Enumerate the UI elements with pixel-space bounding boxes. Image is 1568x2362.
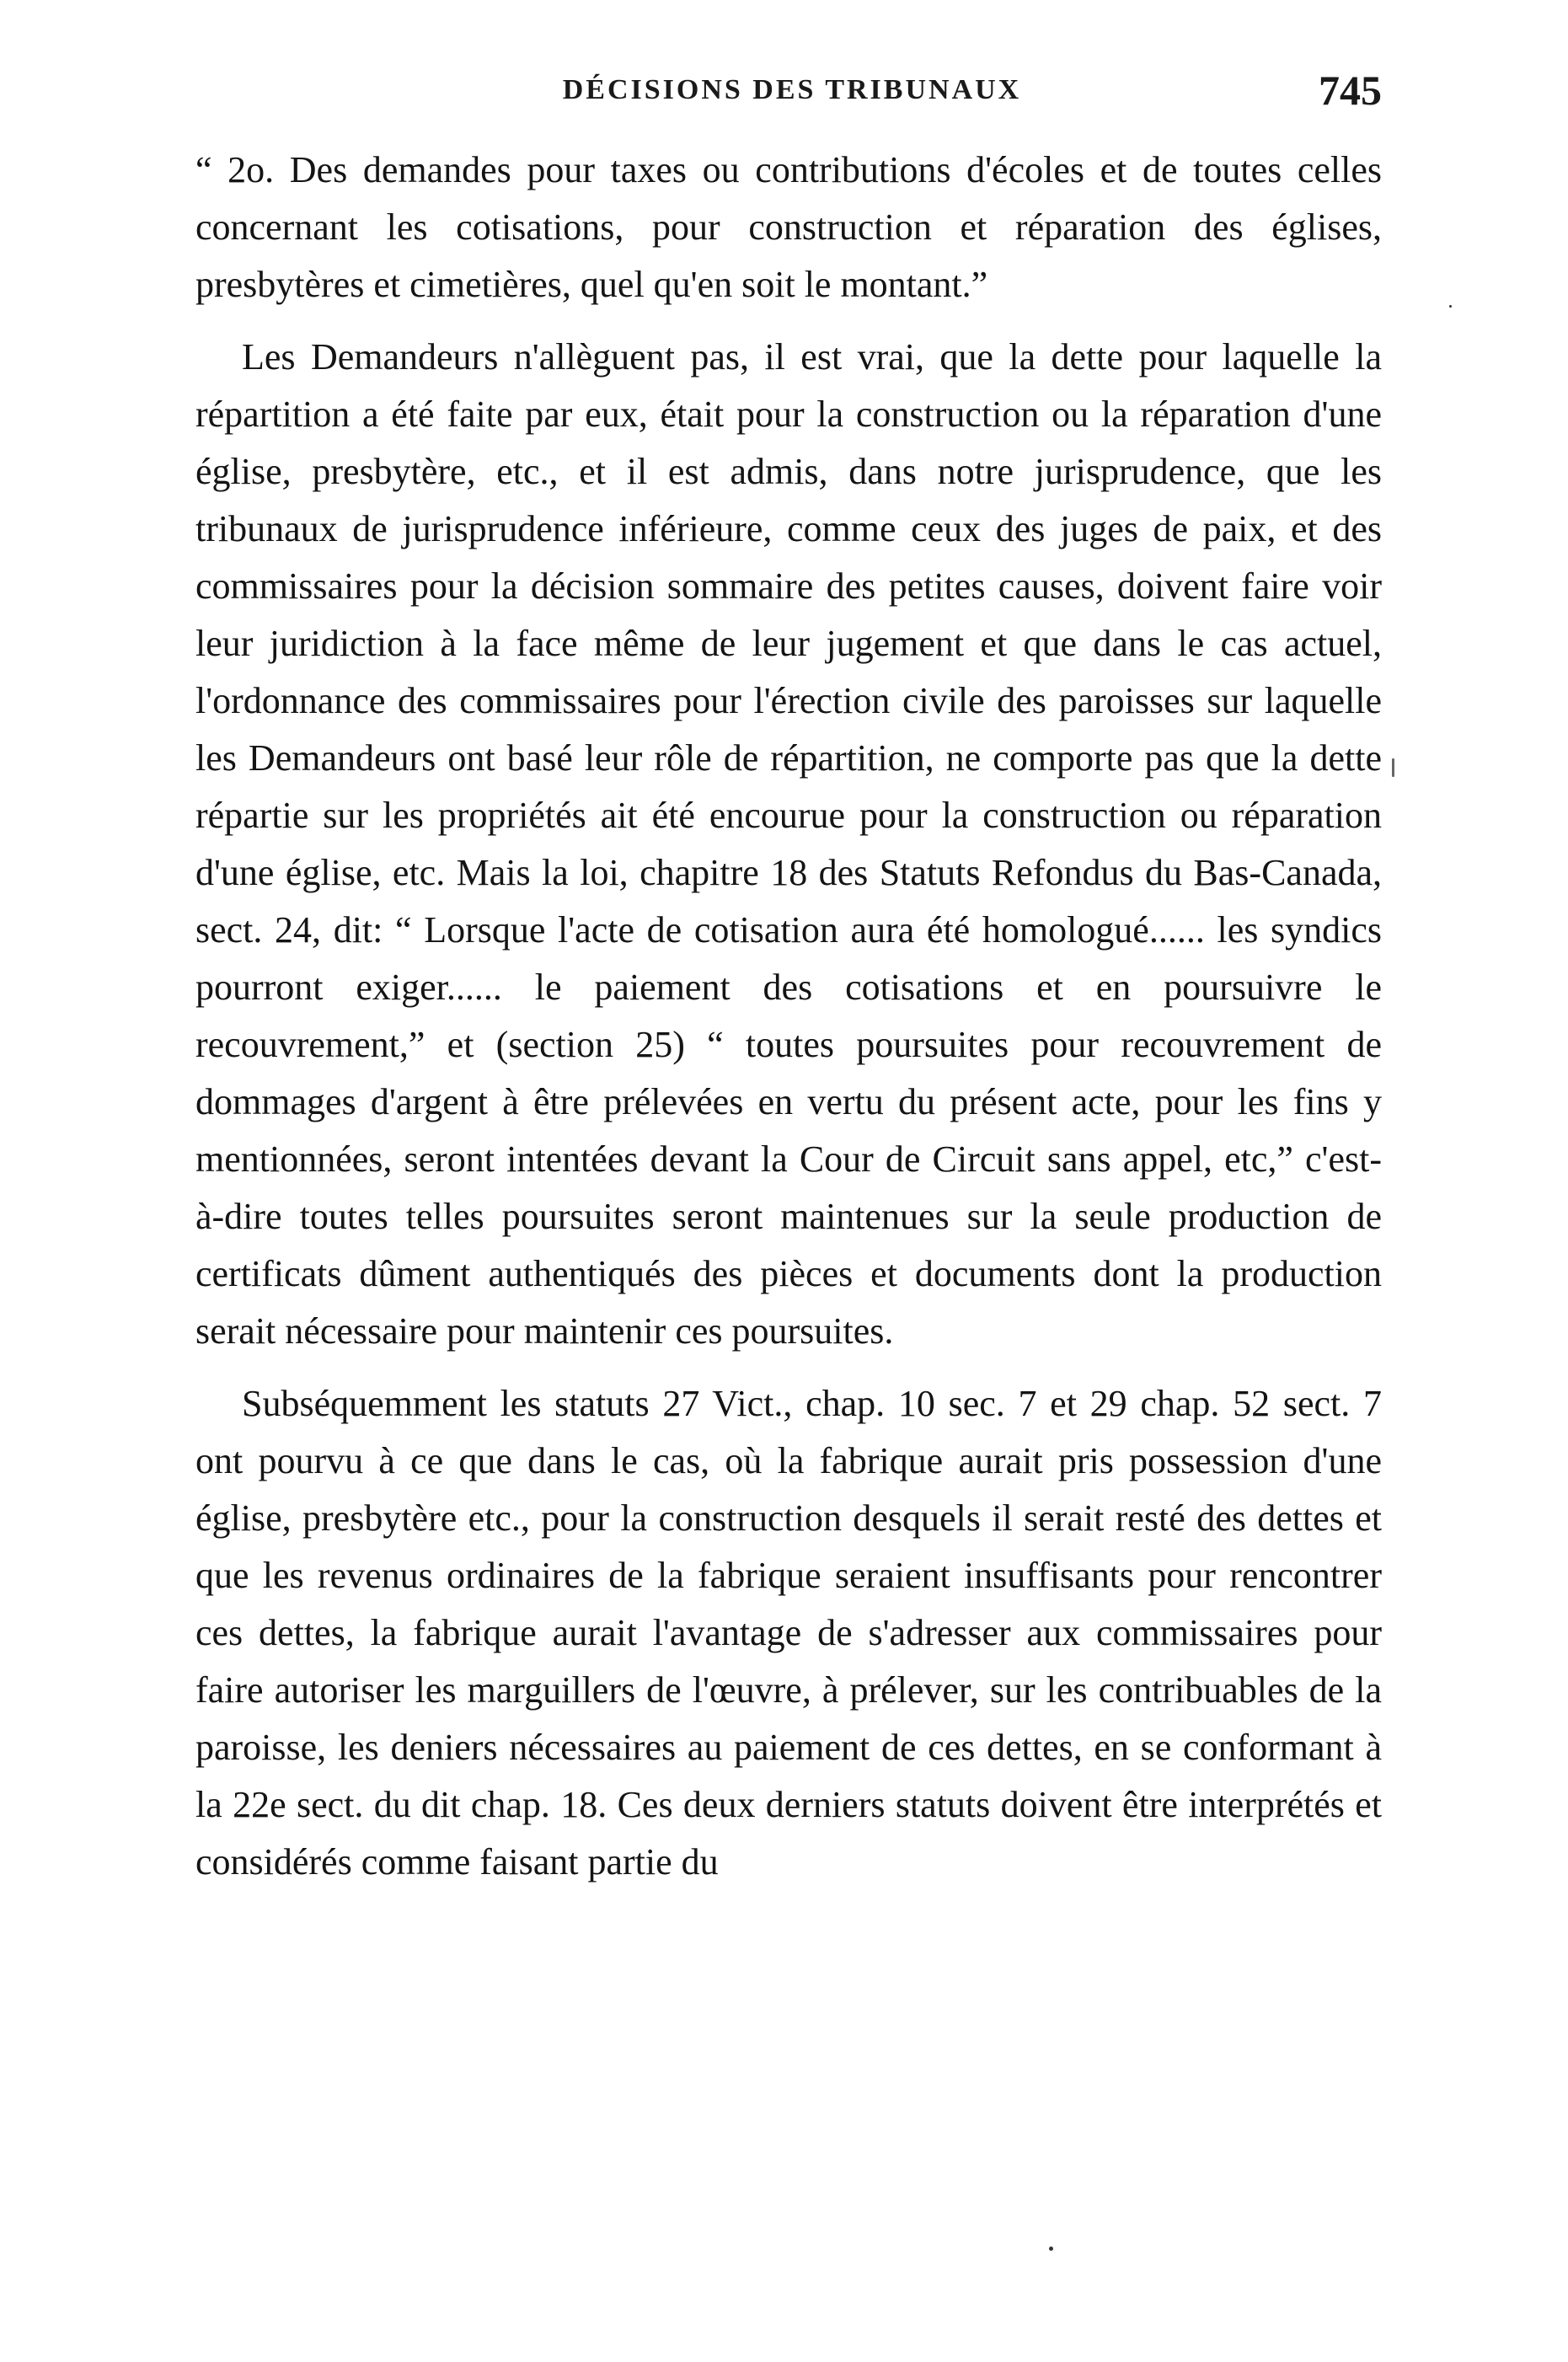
paragraph-quote: “ 2o. Des demandes pour taxes ou contributions d'écoles et de toutes celles concernant les cotisations, pour construction et réparation des églises, presbytères et cimetières, quel qu'en soit le montant.”: [195, 149, 1382, 305]
running-title: DÉCISIONS DES TRIBUNAUX: [562, 74, 1022, 105]
scan-speck: [1049, 2247, 1053, 2251]
body-text: [195, 142, 1382, 1891]
scan-speck: [1392, 758, 1394, 777]
paragraph-demandeurs: Les Demandeurs n'allèguent pas, il est vrai, que la dette pour laquelle la répartition a été faite par eux, était pour la construction ou la réparation d'une église, presbytère, etc., et il est admis, dans notre jurisprudence, que les tribunaux de jurisprudence inférieure, comme ceux des juges de paix, et des commissaires pour la décision sommaire des petites causes, doivent faire voir leur juridiction à la face même de leur jugement et que dans le cas actuel, l'ordonnance des commissaires pour l'érection civile des paroisses sur laquelle les Demandeurs ont basé leur rôle de répartition, ne comporte pas que la dette répartie sur les propriétés ait été encourue pour la construction ou réparation d'une église, etc. Mais la loi, chapitre 18 des Statuts Refondus du Bas-Canada, sect. 24, dit: “ Lorsque l'acte de cotisation aura été homologué...... les syndics pourront exiger...... le paiement des cotisations et en poursuivre le recouvrement,” et (section 25) “ toutes poursuites pour recouvrement de dommages d'argent à être prélevées en vertu du présent acte, pour les fins y mentionnées, seront intentées devant la Cour de Circuit sans appel, etc,” c'est-à-dire toutes telles poursuites seront maintenues sur la seule production de certificats dûment authentiqués des pièces et documents dont la production serait nécessaire pour maintenir ces poursuites.: [195, 336, 1382, 1352]
running-head: [202, 66, 1382, 116]
page-number: 745: [1319, 67, 1382, 114]
scan-speck: [1449, 305, 1452, 308]
paragraph-statuts: Subséquemment les statuts 27 Vict., chap. 10 sec. 7 et 29 chap. 52 sect. 7 ont pourvu à ce que dans le cas, où la fabrique aurait pris possession d'une église, presbytère etc., pour la construction desquels il serait resté des dettes et que les revenus ordinaires de la fabrique seraient insuffisants pour rencontrer ces dettes, la fabrique aurait l'avantage de s'adresser aux commissaires pour faire autoriser les marguillers de l'œuvre, à prélever, sur les contribuables de la paroisse, les deniers nécessaires au paiement de ces dettes, en se conformant à la 22e sect. du dit chap. 18. Ces deux derniers statuts doivent être interprétés et considérés comme faisant partie du: [195, 1383, 1382, 1883]
